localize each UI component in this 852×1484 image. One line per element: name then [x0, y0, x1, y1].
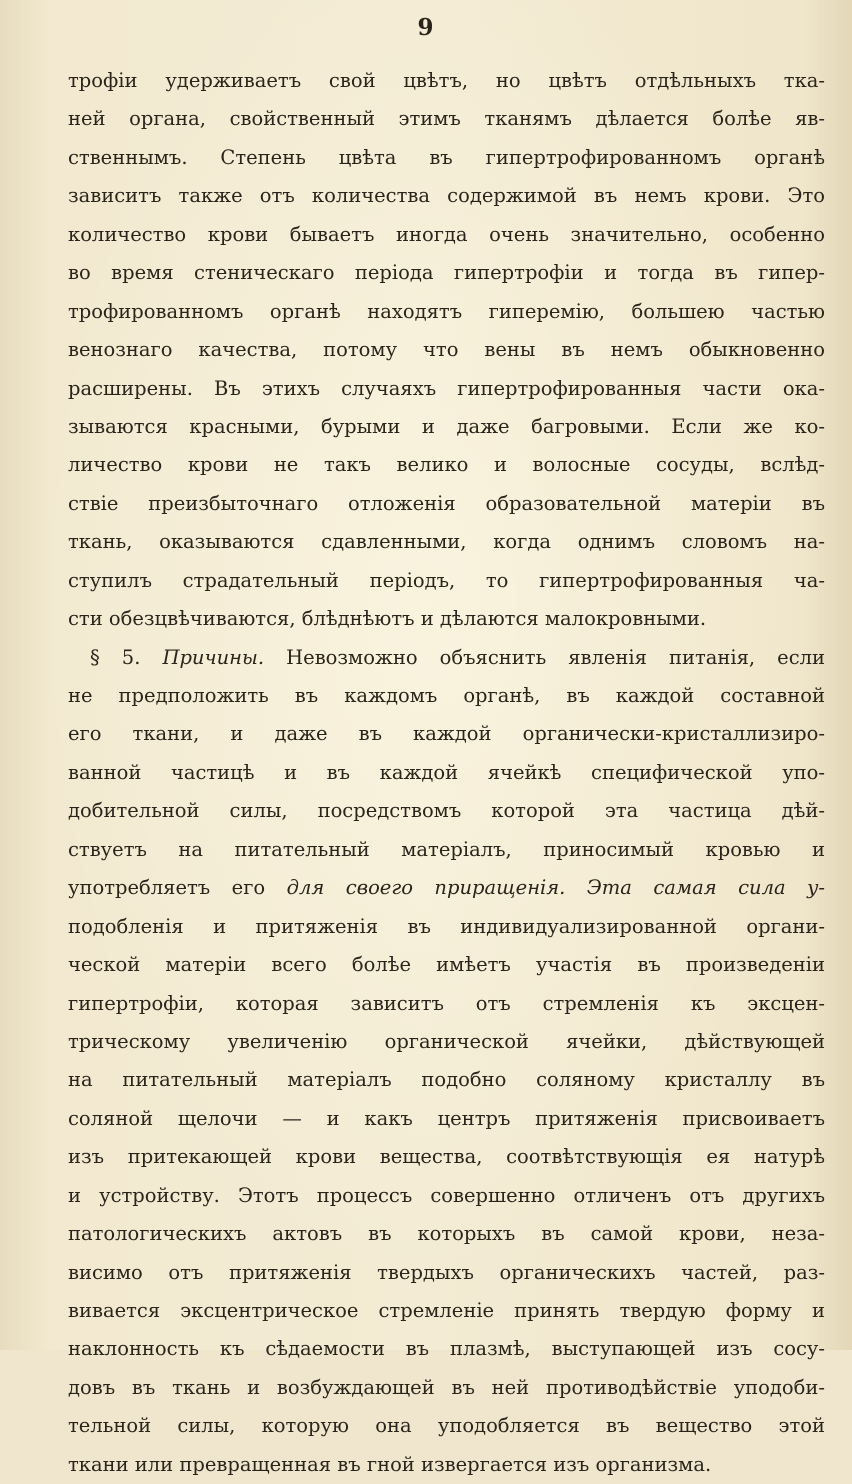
- text-line: и устройству. Этотъ процессъ совершенно отличенъ отъ другихъ: [68, 1183, 825, 1207]
- text-line: изъ притекающей крови вещества, соотвѣтствующія ея натурѣ: [68, 1145, 825, 1169]
- text-line: ствіе преизбыточнаго отложенія образовательной матеріи въ: [68, 491, 825, 515]
- text-line: зываются красными, бурыми и даже багровыми. Если же ко-: [68, 414, 825, 438]
- text-line: довъ въ ткань и возбуждающей въ ней противодѣйствіе уподоби-: [68, 1375, 825, 1399]
- text-line: его ткани, и даже въ каждой органически-кристаллизиро-: [68, 722, 825, 746]
- text-line: зависитъ также отъ количества содержимой въ немъ крови. Это: [68, 184, 825, 208]
- text-line: вивается эксцентрическое стремленіе принять твердую форму и: [68, 1299, 825, 1322]
- italic-continuation: Эта самая сила у-: [586, 876, 825, 900]
- text-line: патологическихъ актовъ въ которыхъ въ самой крови, неза-: [68, 1222, 825, 1246]
- text-line: сти обезцвѣчиваются, блѣднѣютъ и дѣлаются малокровными.: [68, 607, 707, 631]
- italic-emphasis: для своего приращенія.: [286, 876, 566, 900]
- text-line: ступилъ страдательный періодъ, то гипертрофированныя ча-: [68, 568, 825, 592]
- text-line: на питательный матеріалъ подобно соляному кристаллу въ: [68, 1068, 825, 1092]
- text-line: тельной силы, которую она уподобляется въ вещество этой: [68, 1414, 825, 1438]
- text-line-with-emphasis: [68, 869, 825, 907]
- section-sign: § 5.: [90, 645, 141, 669]
- text-line: ткани или превращенная въ гной извергается изъ организма.: [68, 1452, 712, 1476]
- text-segment: употребляетъ его: [68, 876, 266, 900]
- text-line: венознаго качества, потому что вены въ немъ обыкновенно: [68, 338, 825, 362]
- text-line: расширены. Въ этихъ случаяхъ гипертрофированныя части ока-: [68, 376, 825, 400]
- text-line: висимо отъ притяженія твердыхъ органическихъ частей, раз-: [68, 1260, 825, 1284]
- text-line: трофированномъ органѣ находятъ гиперемію, большею частью: [68, 299, 825, 323]
- text-line: во время стеническаго періода гипертрофіи и тогда въ гипер-: [68, 261, 825, 285]
- text-line: гипертрофіи, которая зависитъ отъ стремленія къ эксцен-: [68, 991, 825, 1015]
- text-line: трическому увеличенію органической ячейки, дѣйствующей: [68, 1029, 825, 1053]
- text-line: трофіи удерживаетъ свой цвѣтъ, но цвѣтъ отдѣльныхъ тка-: [68, 69, 825, 92]
- text-line: ческой матеріи всего болѣе имѣетъ участія въ произведеніи: [68, 953, 825, 977]
- section-title: Причины.: [162, 645, 265, 669]
- text-line: ственнымъ. Степень цвѣта въ гипертрофированномъ органѣ: [68, 145, 825, 169]
- text-line: соляной щелочи — и какъ центръ притяженія присвоиваетъ: [68, 1106, 825, 1130]
- page-body-text: [68, 62, 825, 1484]
- text-line: количество крови бываетъ иногда очень значительно, особенно: [68, 222, 825, 246]
- text-line: не предположить въ каждомъ органѣ, въ каждой составной: [68, 684, 825, 707]
- text-line: личество крови не такъ велико и волосные сосуды, вслѣд-: [68, 453, 825, 477]
- text-line: ванной частицѣ и въ каждой ячейкѣ специфической упо-: [68, 760, 825, 784]
- section-first-line-text: Невозможно объяснить явленія питанія, если: [286, 645, 825, 669]
- page-number: 9: [417, 14, 435, 41]
- text-line: ткань, оказываются сдавленными, когда однимъ словомъ на-: [68, 530, 825, 554]
- text-line: наклонность къ сѣдаемости въ плазмѣ, выступающей изъ сосу-: [68, 1337, 825, 1361]
- text-line: ствуетъ на питательный матеріалъ, приносимый кровью и: [68, 837, 825, 861]
- text-line: добительной силы, посредствомъ которой эта частица дѣй-: [68, 799, 825, 823]
- text-line: ней органа, свойственный этимъ тканямъ дѣлается болѣе яв-: [68, 107, 825, 131]
- section-heading-line: [68, 639, 825, 677]
- text-line: подобленія и притяженія въ индивидуализированной органи-: [68, 914, 825, 938]
